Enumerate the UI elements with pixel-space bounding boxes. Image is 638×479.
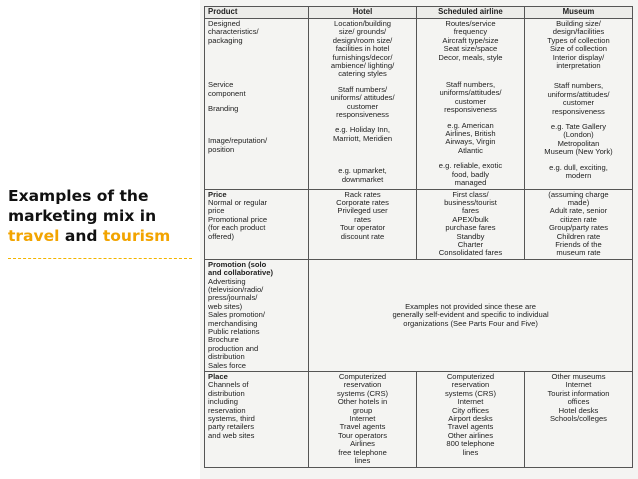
price-museum: (assuming charge made) Adult rate, senior citizen rate Group/party rates Children rate Friends of the museum rate <box>548 189 609 258</box>
title-line-2: marketing mix in <box>8 207 157 225</box>
hotel-image: e.g. upmarket, downmarket <box>338 166 387 184</box>
place-airline-cell <box>416 372 524 467</box>
product-labels-cell <box>205 19 309 190</box>
product-airline-cell <box>416 19 524 190</box>
label-branding: Branding <box>208 104 239 114</box>
airline-designed: Routes/service frequency Aircraft type/size Seat size/space Decor, meals, style <box>438 19 503 62</box>
label-image-reputation: Image/reputation/ position <box>208 136 268 154</box>
table-row-product <box>205 19 633 190</box>
promotion-note: Examples not provided since these are generally self-evident and specific to individual organizations (See Parts Four and Five) <box>392 301 549 328</box>
place-hotel: Computerized reservation systems (CRS) Other hotels in group Internet Travel agents Tour operators Airlines free telephone lines <box>337 372 389 466</box>
marketing-mix-table <box>204 6 633 468</box>
title-word-and: and <box>64 227 98 245</box>
place-museum-cell <box>524 372 632 467</box>
airline-image: e.g. reliable, exotic food, badly managed <box>438 161 503 188</box>
title-underline-divider <box>8 258 192 259</box>
slide-title <box>8 186 194 246</box>
title-word-tourism: tourism <box>102 227 171 245</box>
title-word-travel: travel <box>8 227 60 245</box>
museum-service: Staff numbers, uniforms/attitudes/ customer responsiveness <box>547 81 610 116</box>
hotel-designed: Location/building size/ grounds/ design/room size/ facilities in hotel furnishings/decor/ ambience/ lighting/ catering styles <box>330 19 395 79</box>
price-airline: First class/ business/tourist fares APEX/bulk purchase fares Standby Charter Consolidated fares <box>438 189 503 258</box>
hotel-branding: e.g. Holiday Inn, Marriott, Meridien <box>332 125 393 143</box>
header-product: Product <box>205 7 309 19</box>
museum-branding: e.g. Tate Gallery (London) Metropolitan Museum (New York) <box>544 122 613 157</box>
price-hotel: Rack rates Corporate rates Privileged user rates Tour operator discount rate <box>336 189 389 241</box>
place-hotel-cell <box>309 372 417 467</box>
table-row-promotion <box>205 259 633 371</box>
promotion-label: Advertising (television/radio/ press/journals/ web sites) Sales promotion/ merchandising Public relations Brochure production and distribution Sales force <box>208 276 265 370</box>
title-line-1: Examples of the <box>8 187 149 205</box>
title-line-3 <box>8 226 194 246</box>
header-hotel: Hotel <box>309 7 417 19</box>
promotion-note-cell <box>309 259 633 371</box>
place-label: Channels of distribution including reservation systems, third party retailers and web sites <box>208 380 255 440</box>
place-museum: Other museums Internet Tourist information offices Hotel desks Schools/colleges <box>547 372 610 424</box>
place-heading: Place <box>208 372 228 382</box>
museum-image: e.g. dull, exciting, modern <box>549 162 608 181</box>
header-scheduled-airline: Scheduled airline <box>416 7 524 19</box>
promotion-heading: Promotion (solo and collaborative) <box>208 259 273 278</box>
product-hotel-cell <box>309 19 417 190</box>
place-label-cell <box>205 372 309 467</box>
price-label-cell <box>205 189 309 259</box>
airline-branding: e.g. American Airlines, British Airways, Virgin Atlantic <box>445 120 496 155</box>
place-airline: Computerized reservation systems (CRS) Internet City offices Airport desks Travel agents Other airlines 800 telephone lines <box>444 372 496 457</box>
table-header-row <box>205 7 633 19</box>
header-museum: Museum <box>524 7 632 19</box>
price-airline-cell <box>416 189 524 259</box>
price-heading: Price <box>208 189 227 199</box>
hotel-service: Staff numbers/ uniforms/ attitudes/ customer responsiveness <box>330 84 395 120</box>
airline-service: Staff numbers, uniforms/attitudes/ customer responsiveness <box>439 80 502 115</box>
price-label: Normal or regular price Promotional price (for each product offered) <box>208 197 268 241</box>
table-row-price <box>205 189 633 259</box>
promotion-label-cell <box>205 259 309 371</box>
museum-designed: Building size/ design/facilities Types of collection Size of collection Interior display/ interpretation <box>547 19 610 71</box>
label-service-component: Service component <box>208 80 246 98</box>
product-museum-cell <box>524 19 632 190</box>
price-hotel-cell <box>309 189 417 259</box>
label-designed-characteristics: Designed characteristics/ packaging <box>208 19 259 45</box>
price-museum-cell <box>524 189 632 259</box>
table-row-place <box>205 372 633 467</box>
